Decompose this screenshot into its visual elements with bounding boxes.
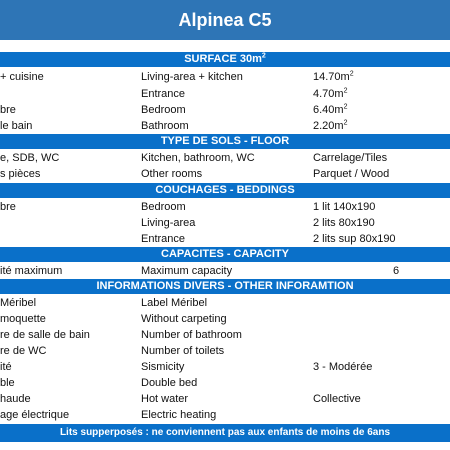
table-row (0, 231, 450, 247)
superscript: 2 (343, 119, 348, 127)
table-row (0, 150, 450, 166)
row-label-fr: ble (0, 377, 15, 389)
table-row (0, 327, 450, 343)
row-label-en: Entrance (141, 233, 186, 245)
table-row (0, 215, 450, 231)
table-row (0, 359, 450, 375)
row-label-fr: re de salle de bain (0, 329, 90, 341)
table-row (0, 86, 450, 102)
row-value: Carrelage/Tiles (313, 152, 388, 164)
row-label-en: Number of bathroom (141, 329, 242, 341)
section-header-label: SURFACE 30m (184, 53, 262, 65)
row-value: 2 lits 80x190 (313, 217, 375, 229)
row-label-fr: le bain (0, 120, 33, 132)
row-value: Collective (313, 393, 361, 405)
table-row (0, 102, 450, 118)
footer-note: Lits supperposés : ne conviennent pas aux enfants de moins de 6ans (0, 424, 450, 442)
table-row (0, 118, 450, 134)
row-value: 3 - Modérée (313, 361, 373, 373)
section-header-capacity: CAPACITES - CAPACITY (0, 247, 450, 262)
page-title: Alpinea C5 (0, 0, 450, 40)
row-label-fr: bre (0, 104, 16, 116)
row-value: Parquet / Wood (313, 168, 390, 180)
table-row (0, 199, 450, 215)
row-label-en: Number of toilets (141, 345, 225, 357)
row-label-fr: re de WC (0, 345, 47, 357)
table-row (0, 295, 450, 311)
row-value: 6 (393, 265, 400, 277)
superscript: 2 (343, 103, 348, 111)
row-label-en: Maximum capacity (141, 265, 233, 277)
table-row (0, 375, 450, 391)
row-value (313, 102, 347, 118)
row-label-en: Other rooms (141, 168, 203, 180)
row-label-en: Double bed (141, 377, 198, 389)
superscript: 2 (349, 70, 354, 78)
value-text: 4.70m (313, 88, 344, 100)
row-value: 2 lits sup 80x190 (313, 233, 396, 245)
row-label-fr: ité maximum (0, 265, 63, 277)
table-row (0, 166, 450, 182)
row-label-fr: e, SDB, WC (0, 152, 60, 164)
table-row (0, 407, 450, 423)
table-row (0, 343, 450, 359)
row-label-fr: ité (0, 361, 12, 373)
row-label-en: Entrance (141, 88, 186, 100)
table-row (0, 69, 450, 85)
section-header-other: INFORMATIONS DIVERS - OTHER INFORAMTION (0, 279, 450, 294)
row-label-en: Label Méribel (141, 297, 208, 309)
row-label-fr: moquette (0, 313, 46, 325)
row-label-fr: Méribel (0, 297, 37, 309)
row-label-en: Sismicity (141, 361, 185, 373)
section-header-beddings: COUCHAGES - BEDDINGS (0, 183, 450, 198)
row-value: 1 lit 140x190 (313, 201, 376, 213)
row-label-en: Bedroom (141, 104, 186, 116)
row-label-en: Without carpeting (141, 313, 227, 325)
row-label-fr: bre (0, 201, 16, 213)
row-label-fr: age électrique (0, 409, 70, 421)
row-label-en: Electric heating (141, 409, 217, 421)
table-row (0, 263, 450, 279)
table-row (0, 311, 450, 327)
row-value (313, 118, 347, 134)
row-label-fr: haude (0, 393, 31, 405)
row-label-en: Living-area (141, 217, 196, 229)
table-row (0, 391, 450, 407)
row-label-en: Kitchen, bathroom, WC (141, 152, 255, 164)
value-text: 14.70m (313, 71, 350, 83)
row-label-en: Living-area + kitchen (141, 71, 243, 83)
row-value (313, 69, 354, 85)
row-value (313, 86, 347, 102)
row-label-fr: s pièces (0, 168, 41, 180)
value-text: 6.40m (313, 104, 344, 116)
superscript: 2 (261, 52, 266, 60)
row-label-fr: + cuisine (0, 71, 44, 83)
superscript: 2 (343, 87, 348, 95)
row-label-en: Bedroom (141, 201, 186, 213)
row-label-en: Bathroom (141, 120, 189, 132)
row-label-en: Hot water (141, 393, 189, 405)
section-header-floor: TYPE DE SOLS - FLOOR (0, 134, 450, 149)
section-header-surface (0, 52, 450, 67)
value-text: 2.20m (313, 120, 344, 132)
